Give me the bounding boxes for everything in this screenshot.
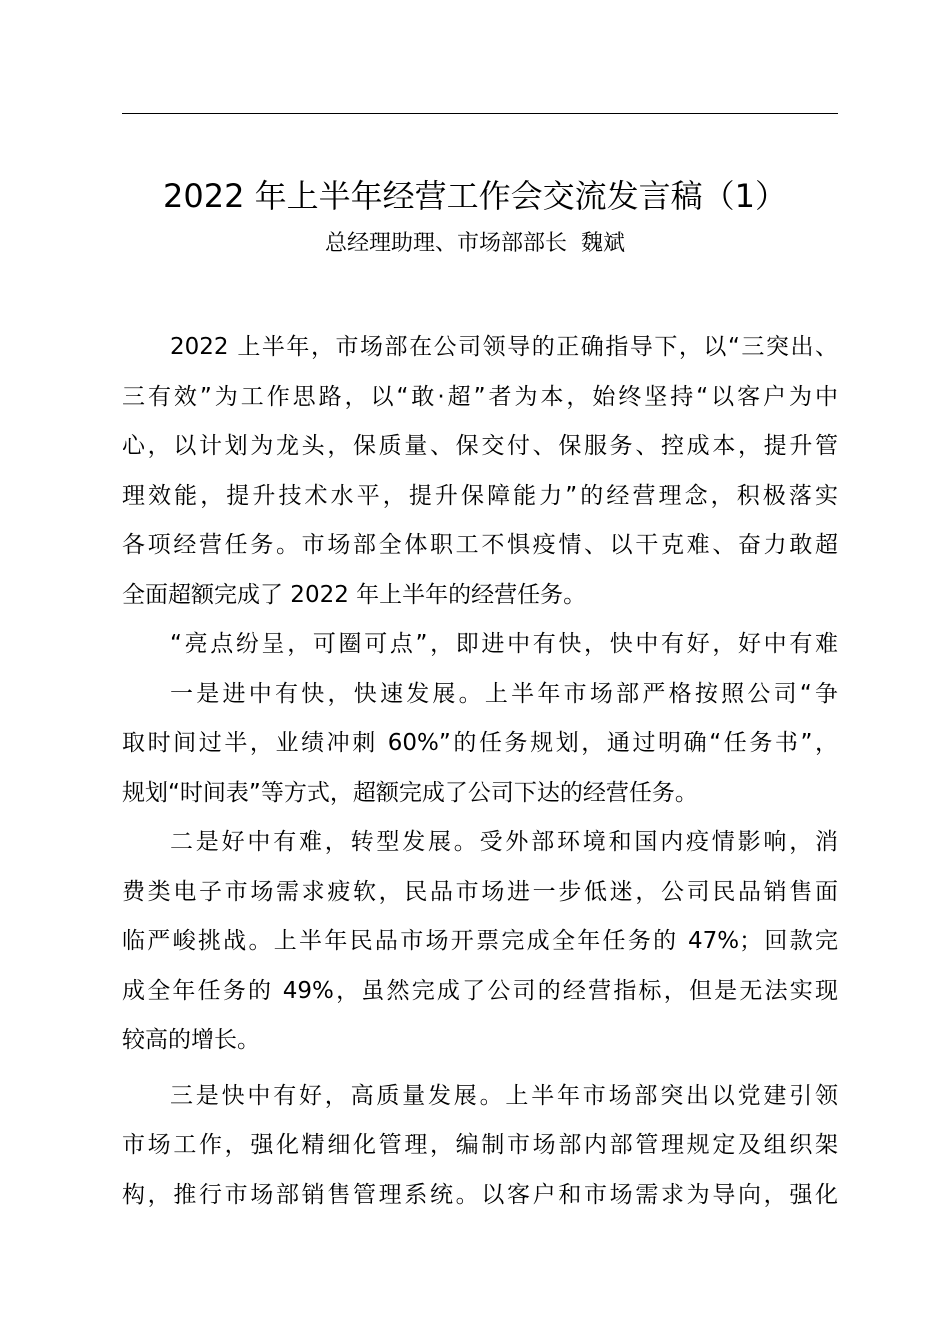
document-body (122, 323, 838, 1220)
paragraph (122, 670, 838, 819)
text-line: 临严峻挑战。上半年民品市场开票完成全年任务的 47%；回款完 (122, 928, 838, 954)
text-line: 一是进中有快，快速发展。上半年市场部严格按照公司“争 (170, 680, 838, 707)
author-byline: 总经理助理、市场部部长 魏斌 (325, 231, 625, 256)
text-line: 费类电子市场需求疲软，民品市场进一步低迷，公司民品销售面 (122, 878, 838, 905)
text-line: 三有效”为工作思路，以“敢·超”者为本，始终坚持“以客户为中 (122, 383, 838, 410)
paragraph (122, 818, 838, 1066)
text-line: 理效能，提升技术水平，提升保障能力”的经营理念，积极落实 (122, 482, 838, 509)
text-line: 二是好中有难，转型发展。受外部环境和国内疫情影响，消 (170, 829, 838, 855)
text-line: 成全年任务的 49%，虽然完成了公司的经营指标，但是无法实现 (122, 977, 838, 1004)
text-line: 各项经营任务。市场部全体职工不惧疫情、以干克难、奋力敢超 (122, 532, 838, 558)
text-line: 三是快中有好，高质量发展。上半年市场部突出以党建引领 (170, 1082, 838, 1109)
document-title: 2022 年上半年经营工作会交流发言稿（1） (163, 177, 787, 215)
paragraph (122, 620, 838, 670)
text-line: 2022 上半年，市场部在公司领导的正确指导下，以“三突出、 (170, 334, 838, 360)
header-rule (122, 113, 838, 114)
text-line: 全面超额完成了 2022 年上半年的经营任务。 (122, 581, 587, 608)
text-line: 规划“时间表”等方式，超额完成了公司下达的经营任务。 (122, 779, 698, 806)
text-line: 心，以计划为龙头，保质量、保交付、保服务、控成本，提升管 (122, 433, 838, 459)
text-line: 取时间过半，业绩冲刺 60%”的任务规划，通过明确“任务书”， (122, 730, 838, 756)
paragraph (122, 323, 838, 620)
text-line: “亮点纷呈，可圈可点”，即进中有快，快中有好，好中有难 (170, 631, 838, 657)
text-line: 构，推行市场部销售管理系统。以客户和市场需求为导向，强化 (122, 1181, 838, 1208)
text-line: 市场工作，强化精细化管理，编制市场部内部管理规定及组织架 (122, 1132, 838, 1158)
text-line: 较高的增长。 (122, 1027, 260, 1053)
paragraph (122, 1072, 838, 1221)
